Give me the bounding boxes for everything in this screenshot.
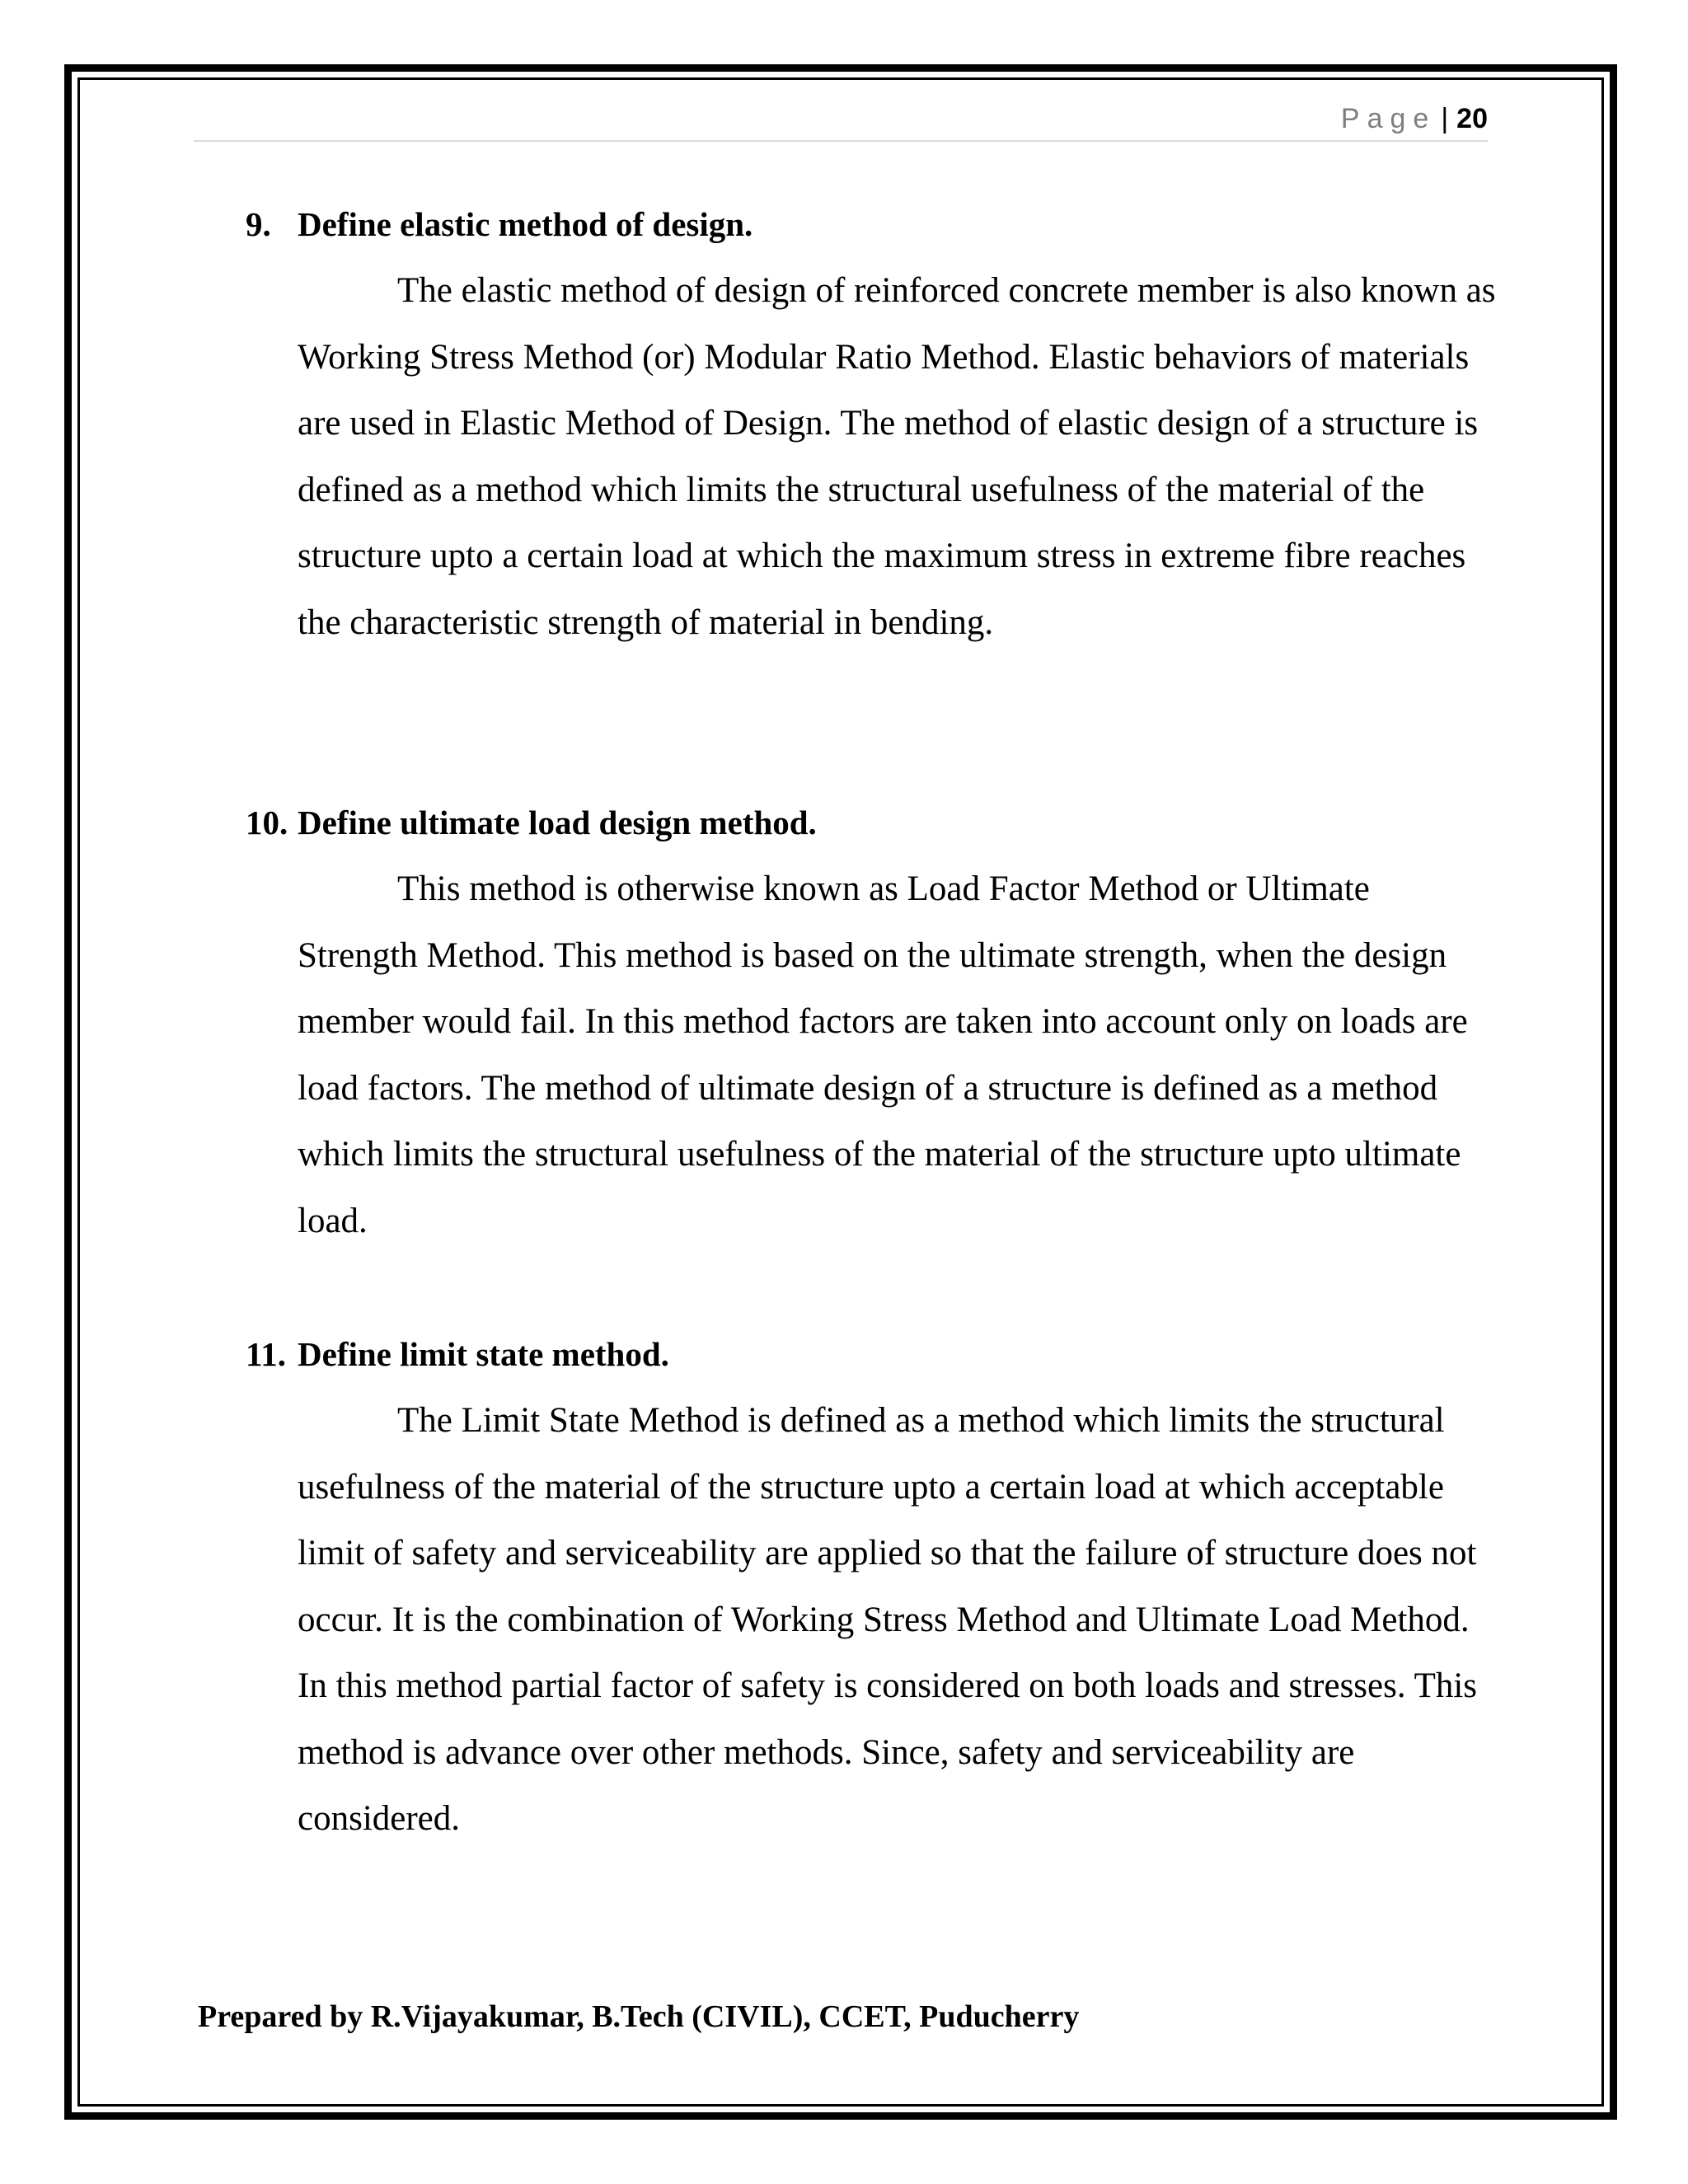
page-footer: Prepared by R.Vijayakumar, B.Tech (CIVIL), CCET, Puducherry (198, 1999, 1080, 2034)
page-number: 20 (1456, 102, 1488, 134)
answer-paragraph: This method is otherwise known as Load Factor Method or Ultimate Strength Method. This method is based on the ultimate strength, when the design member would fail. In this method factors are taken into account only on loads are load factors. The method of ultimate design of a structure is defined as a method which limits the structural usefulness of the material of the structure upto ultimate load. (298, 869, 1468, 1240)
page-header (194, 97, 1488, 142)
answer-paragraph: The Limit State Method is defined as a method which limits the structural usefulness of the material of the structure upto a certain load at which acceptable limit of safety and serviceability are applied so that the failure of structure does not occur. It is the combination of Working Stress Method and Ultimate Load Method. In this method partial factor of safety is considered on both loads and stresses. This method is advance over other methods. Since, safety and serviceability are considered. (298, 1401, 1478, 1838)
question-9 (246, 191, 1498, 656)
question-number: 11. (246, 1335, 286, 1373)
answer-paragraph: The elastic method of design of reinforced concrete member is also known as Working Stress Method (or) Modular Ratio Method. Elastic behaviors of materials are used in Elastic Method of Design. The method of elastic design of a structure is defined as a method which limits the structural usefulness of the material of the structure upto a certain load at which the maximum stress in extreme fibre reaches the characteristic strength of material in bending. (298, 271, 1496, 642)
question-heading (246, 790, 1498, 856)
question-11 (246, 1321, 1498, 1853)
page-separator: | (1441, 102, 1449, 134)
question-title: Define limit state method. (298, 1335, 669, 1373)
question-heading (246, 191, 1498, 258)
question-heading (246, 1321, 1498, 1388)
question-title: Define ultimate load design method. (298, 804, 817, 841)
question-number: 9. (246, 205, 271, 243)
page-label: Page (1340, 102, 1437, 134)
question-10 (246, 790, 1498, 1254)
question-number: 10. (246, 804, 288, 841)
question-title: Define elastic method of design. (298, 205, 753, 243)
